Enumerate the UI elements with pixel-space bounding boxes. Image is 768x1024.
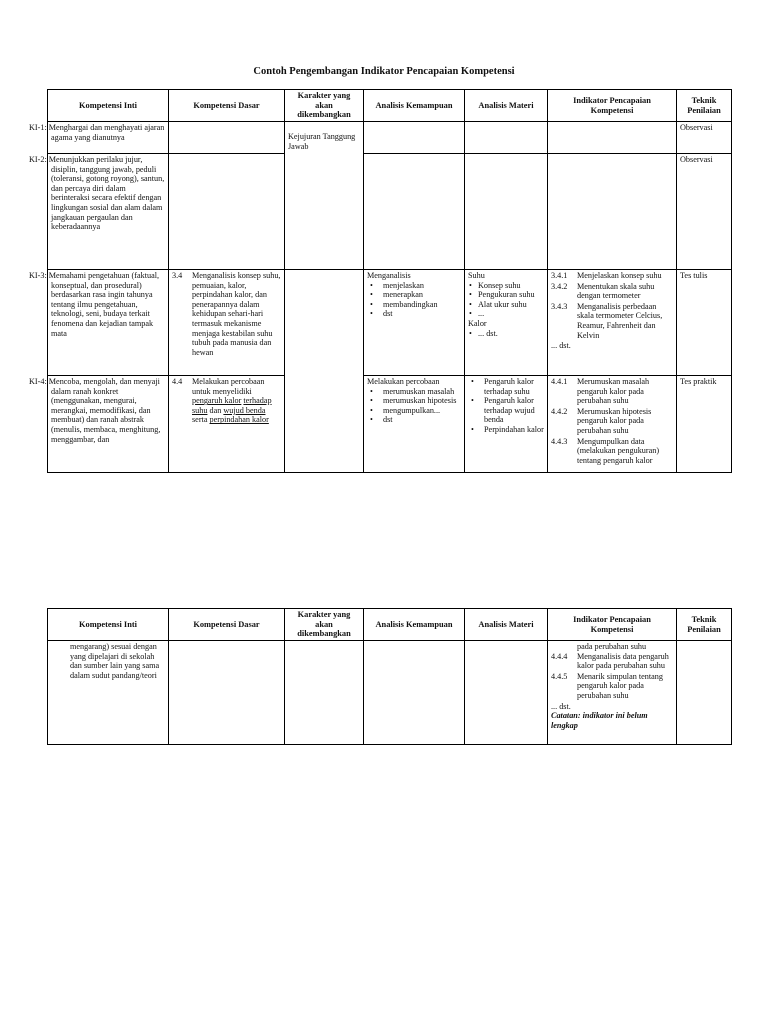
cell-ki2: KI-2: Menunjukkan perilaku jujur, disiplin, tanggung jawab, peduli (toleransi, gotong royong), santun, dan percaya diri dalam berinteraksi secara efektif dengan lingkungan sosial dan alam dalam jangkauan pergaulan dan keberadaannya	[48, 154, 169, 270]
cell-ipk-3	[548, 270, 677, 376]
cell-am-empty	[465, 154, 548, 270]
ipk-text: Merumuskan hipotesis pengaruh kalor pada perubahan suhu	[577, 406, 652, 435]
ipk-number: 4.4.1	[551, 377, 568, 386]
cell-kd-empty	[169, 154, 285, 270]
cell-kd-4-4	[169, 376, 285, 473]
cell-kd-empty	[169, 122, 285, 154]
ipk-text: Menentukan skala suhu dengan termometer	[577, 281, 655, 301]
table-header-row	[48, 609, 732, 641]
kd-text	[192, 377, 281, 425]
cell-ak-3	[364, 270, 465, 376]
cell-ak-4	[364, 376, 465, 473]
cell-ak-empty	[364, 122, 465, 154]
header-kompetensi-dasar: Kompetensi Dasar	[169, 90, 285, 122]
list-item: • menjelaskan	[383, 281, 461, 291]
cell-am-empty	[465, 122, 548, 154]
ipk-item	[551, 271, 673, 281]
header-indikator: Indikator Pencapaian Kompetensi	[548, 609, 677, 641]
ipk-number: 4.4.3	[551, 436, 568, 446]
ipk-number: 3.4.1	[551, 271, 568, 280]
header-analisis-kemampuan: Analisis Kemampuan	[364, 90, 465, 122]
cell-kd-3-4	[169, 270, 285, 376]
list-item: • merumuskan hipotesis	[383, 396, 461, 406]
kd-text-part: serta	[192, 415, 208, 425]
ipk-text: Menganalisis data pengaruh kalor pada perubahan suhu	[577, 651, 669, 671]
table-header-row	[48, 90, 732, 122]
list-item: • Pengaruh kalor terhadap suhu	[484, 377, 544, 396]
ipk-number: 3.4.3	[551, 301, 568, 311]
ipk-number: 4.4.5	[551, 671, 568, 681]
list-item: • Pengukuran suhu	[478, 290, 544, 300]
cell-teknik-3: Tes tulis	[677, 270, 732, 376]
list-item: • ...	[478, 309, 544, 319]
cell-am-3	[465, 270, 548, 376]
header-analisis-materi: Analisis Materi	[465, 609, 548, 641]
ipk-number: 3.4.2	[551, 281, 568, 291]
cell-ak-empty	[364, 154, 465, 270]
header-analisis-materi: Analisis Materi	[465, 90, 548, 122]
am-list-kalor	[468, 329, 544, 339]
ipk-item	[551, 652, 673, 671]
cell-teknik-ki1: Observasi	[677, 122, 732, 154]
list-item: • Konsep suhu	[478, 281, 544, 291]
ipk-item	[551, 437, 673, 466]
ipk-item	[551, 302, 673, 340]
list-item: • membandingkan	[383, 300, 461, 310]
document-title: Contoh Pengembangan Indikator Pencapaian Kompetensi	[253, 66, 515, 77]
ipk-text: Merumuskan masalah pengaruh kalor pada perubahan suhu	[577, 377, 650, 406]
header-teknik-penilaian: Teknik Penilaian	[677, 609, 732, 641]
indicator-table-2	[47, 608, 732, 745]
am-list-suhu	[468, 281, 544, 319]
ipk-text: Mengumpulkan data (melakukan pengukuran) tentang pengaruh kalor	[577, 436, 660, 465]
list-item: • dst	[383, 415, 461, 425]
header-teknik-penilaian: Teknik Penilaian	[677, 90, 732, 122]
ipk-text: Menganalisis perbedaan skala termometer Celcius, Reamur, Fahrenheit dan Kelvin	[577, 301, 663, 340]
ipk-text: Menarik simpulan tentang pengaruh kalor pada perubahan suhu	[577, 671, 663, 700]
cell-ki4-continued: mengarang) sesuai dengan yang dipelajari di sekolah dan sumber lain yang sama dalam sudut pandang/teori	[48, 641, 169, 745]
ak-title: Melakukan percobaan	[367, 377, 440, 386]
ipk-dst: ... dst.	[551, 701, 571, 711]
table-row-ki3	[48, 270, 732, 376]
cell-teknik-4: Tes praktik	[677, 376, 732, 473]
kd-text-part: dan	[209, 405, 222, 415]
kd-text-underlined: wujud benda	[223, 405, 266, 415]
table-row-ki4-continued	[48, 641, 732, 745]
ipk-item	[551, 377, 673, 406]
kd-number: 4.4	[172, 377, 183, 386]
cell-am-4	[465, 376, 548, 473]
am-title-kalor: Kalor	[468, 318, 487, 328]
header-kompetensi-dasar: Kompetensi Dasar	[169, 609, 285, 641]
header-kompetensi-inti: Kompetensi Inti	[48, 90, 169, 122]
header-karakter: Karakter yang akan dikembangkan	[285, 609, 364, 641]
indicator-table-1	[29, 89, 732, 473]
cell-karakter-empty	[285, 641, 364, 745]
cell-teknik-empty	[677, 641, 732, 745]
cell-ak-empty	[364, 641, 465, 745]
ak-list	[367, 281, 461, 319]
ak-list	[367, 387, 461, 425]
list-item: • Alat ukur suhu	[478, 300, 544, 310]
list-item: • merumuskan masalah	[383, 387, 461, 397]
ipk-item	[551, 407, 673, 436]
ipk-number: 4.4.4	[551, 651, 568, 661]
list-item: • mengumpulkan...	[383, 406, 461, 416]
header-analisis-kemampuan: Analisis Kemampuan	[364, 609, 465, 641]
header-indikator: Indikator Pencapaian Kompetensi	[548, 90, 677, 122]
ipk-note: Catatan: indikator ini belum lengkap	[551, 711, 648, 730]
am-list	[468, 377, 544, 435]
cell-ipk-4	[548, 376, 677, 473]
kd-item	[172, 377, 281, 425]
table-row-ki1	[48, 122, 732, 154]
cell-karakter-empty	[285, 270, 364, 473]
ipk-number: 4.4.2	[551, 406, 568, 416]
cell-ki1: KI-1: Menghargai dan menghayati ajaran agama yang dianutnya	[48, 122, 169, 154]
cell-ki4: KI-4: Mencoba, mengolah, dan menyaji dalam ranah konkret (menggunakan, mengurai, merangkai, memodifikasi, dan membuat) dan ranah abstrak (menulis, membaca, menghitung, menggambar, dan	[48, 376, 169, 473]
kd-text: Menganalisis konsep suhu, pemuaian, kalor, perpindahan kalor, dan penerapannya dalam kehidupan sehari-hari termasuk mekanisme menjaga kestabilan suhu tubuh pada manusia dan hewan	[192, 271, 281, 357]
cell-kd-empty	[169, 641, 285, 745]
cell-am-empty	[465, 641, 548, 745]
cell-teknik-ki2: Observasi	[677, 154, 732, 270]
header-kompetensi-inti: Kompetensi Inti	[48, 609, 169, 641]
cell-ipk-empty	[548, 122, 677, 154]
cell-ipk-continued	[548, 641, 677, 745]
ak-title: Menganalisis	[367, 271, 411, 280]
ipk-item	[551, 672, 673, 701]
kd-text-underlined: pengaruh kalor	[192, 396, 242, 406]
cell-ipk-empty	[548, 154, 677, 270]
kd-text-part: Melakukan percobaan untuk menyelidiki	[192, 377, 265, 396]
table-row-ki4	[48, 376, 732, 473]
ipk-dst: ... dst.	[551, 341, 571, 351]
ipk-text: Menjelaskan konsep suhu	[577, 271, 662, 280]
list-item: • ... dst.	[478, 329, 544, 339]
cell-ki3: KI-3: Memahami pengetahuan (faktual, konseptual, dan prosedural) berdasarkan rasa ingin tahunya tentang ilmu pengetahuan, teknologi, seni, budaya terkait fenomena dan kejadian tampak mata	[48, 270, 169, 376]
kd-item	[172, 271, 281, 357]
table-row-ki2	[48, 154, 732, 270]
am-title-suhu: Suhu	[468, 271, 485, 280]
list-item: • dst	[383, 309, 461, 319]
list-item: • Pengaruh kalor terhadap wujud benda	[484, 396, 544, 425]
cell-karakter: Kejujuran Tanggung Jawab	[285, 122, 364, 270]
ipk-item	[551, 282, 673, 301]
list-item: • menerapkan	[383, 290, 461, 300]
kd-text-underlined: terhadap suhu	[192, 396, 272, 415]
list-item: • Perpindahan kalor	[484, 425, 544, 435]
kd-number: 3.4	[172, 271, 183, 280]
header-karakter: Karakter yang akan dikembangkan	[285, 90, 364, 122]
kd-text-underlined: perpindahan kalor	[209, 415, 269, 425]
ipk-continued-text: pada perubahan suhu	[577, 642, 647, 651]
